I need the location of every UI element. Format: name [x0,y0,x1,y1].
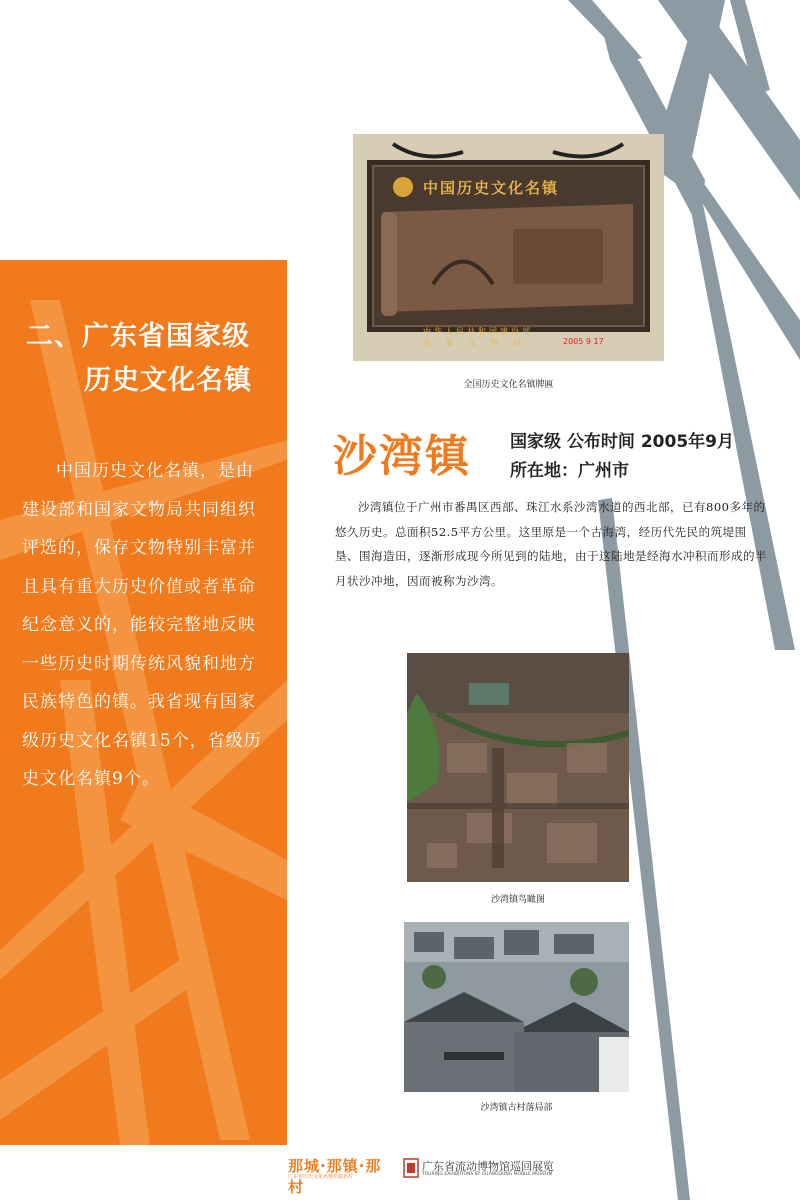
museum-logo-icon [403,1158,419,1178]
plaque-issuer1: 中华人民共和国建设部 [423,327,533,336]
aerial-photo [407,653,629,882]
section-title-line2: 历史文化名镇 [84,365,252,396]
town-location: 所在地：广州市 [510,461,629,481]
series-logo-text: 那城·那镇·那村 [288,1157,382,1196]
plaque-date-stamp: 2005 9 17 [563,337,604,346]
section-title-line1: 二、广东省国家级 [26,321,250,352]
village-photo [404,922,629,1092]
aerial-caption: 沙湾镇鸟瞰图 [490,895,545,905]
section-intro: 中国历史文化名镇，是由建设部和国家文物局共同组织评选的，保存文物特别丰富并且具有重大历史价值或者革命纪念意义的，能较完整地反映一些历史时期传统风貌和地方民族特色的镇。我省现有国家级历史文化名镇15个，省级历史文化名镇9个。 [22,461,262,789]
museum-name: 广东省流动博物馆巡回展览 [422,1160,554,1173]
museum-name-english: TOURING EXHIBITIONS BY GUANGDONG MOBILE MUSEUM [422,1172,553,1177]
plaque-heading: 中国历史文化名镇 [423,179,560,197]
series-logo [288,1155,393,1196]
section-title [26,315,276,403]
town-description: 沙湾镇位于广州市番禺区西部、珠江水系沙湾水道的西北部，已有800多年的悠久历史。总面积52.5平方公里。这里原是一个古海湾，经历代先民的筑堤围垦、围海造田，逐渐形成现今所见到的陆地，由于这陆地是经海水冲积而形成的半月状沙冲地，因而被称为沙湾。 [335,500,767,588]
village-caption: 沙湾镇古村落局部 [480,1103,553,1113]
town-name: 沙湾镇 [333,431,471,482]
town-level-date: 国家级 公布时间 2005年9月 [510,432,734,452]
series-logo-subtext: 广东省历史文化名城名镇名村 [288,1174,354,1180]
plaque-issuer2: 国 家 文 物 局 [423,338,528,347]
plaque-caption: 全国历史文化名镇牌匾 [463,380,554,390]
plaque-photo [353,134,664,361]
emblem-icon [393,177,413,197]
